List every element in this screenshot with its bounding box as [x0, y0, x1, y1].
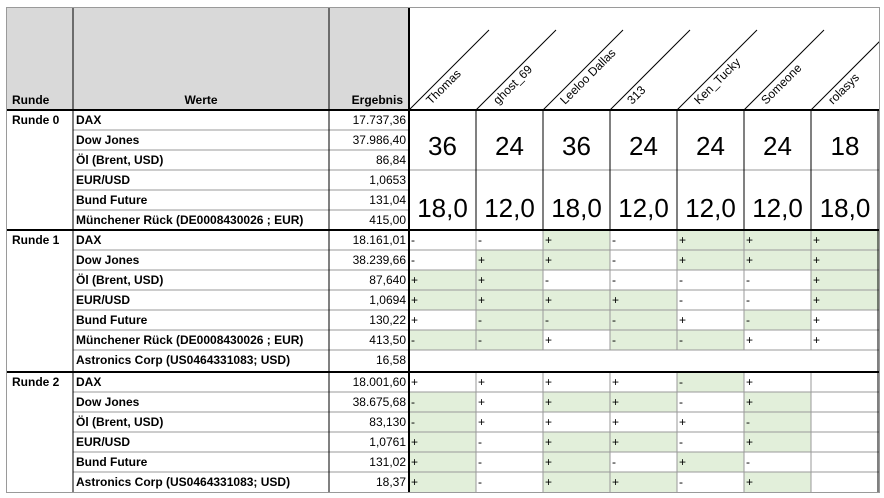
points-average: 12,0	[618, 193, 669, 223]
points-average: 18,0	[551, 193, 602, 223]
tip-cell: +	[746, 395, 754, 409]
correct-cell	[744, 230, 811, 250]
tip-cell: -	[746, 455, 750, 469]
tip-cell: -	[478, 455, 482, 469]
player-name-0: Thomas	[423, 66, 464, 108]
ergebnis-value: 87,640	[369, 273, 406, 287]
wert-label: DAX	[76, 233, 102, 247]
tip-cell: +	[545, 293, 553, 307]
tip-cell: -	[411, 253, 415, 267]
tip-cell: +	[411, 375, 419, 389]
tip-cell: -	[411, 395, 415, 409]
points-total: 24	[696, 131, 725, 161]
tip-cell: +	[612, 475, 620, 489]
correct-cell	[543, 250, 610, 270]
tip-cell: +	[545, 253, 553, 267]
tip-cell: +	[478, 273, 486, 287]
ergebnis-value: 38.675,68	[352, 395, 406, 409]
tip-cell: +	[478, 375, 486, 389]
tip-cell: +	[545, 475, 553, 489]
ergebnis-value: 415,00	[369, 213, 406, 227]
player-header-divider	[543, 30, 623, 110]
tip-cell: +	[813, 333, 821, 347]
tip-cell: +	[545, 415, 553, 429]
wert-label: Öl (Brent, USD)	[76, 273, 164, 287]
wert-label: EUR/USD	[76, 435, 131, 449]
wert-label: DAX	[76, 375, 102, 389]
tip-cell: -	[478, 475, 482, 489]
correct-cell	[677, 330, 744, 350]
points-total: 24	[629, 131, 658, 161]
correct-cell	[409, 270, 476, 290]
correct-cell	[409, 472, 476, 492]
tip-cell: -	[746, 293, 750, 307]
ergebnis-value: 1,0694	[369, 293, 406, 307]
tip-cell: -	[679, 435, 683, 449]
player-header-divider	[409, 30, 489, 110]
correct-cell	[811, 230, 879, 250]
tip-cell: +	[746, 333, 754, 347]
ergebnis-value: 131,02	[369, 455, 406, 469]
tip-cell: -	[612, 253, 616, 267]
correct-cell	[409, 392, 476, 412]
correct-cell	[610, 392, 677, 412]
tip-cell: +	[478, 253, 486, 267]
tip-cell: -	[679, 273, 683, 287]
wert-label: Bund Future	[76, 313, 148, 327]
player-header-divider	[610, 30, 690, 110]
tip-cell: -	[411, 333, 415, 347]
wert-label: Münchener Rück (DE0008430026 ; EUR)	[76, 213, 304, 227]
tip-cell: -	[411, 233, 415, 247]
ergebnis-value: 18,37	[375, 475, 406, 489]
tip-cell: -	[679, 395, 683, 409]
wert-label: Dow Jones	[76, 133, 140, 147]
ergebnis-value: 38.239,66	[352, 253, 406, 267]
tip-cell: +	[813, 233, 821, 247]
tip-cell: +	[545, 375, 553, 389]
tip-cell: +	[813, 253, 821, 267]
correct-cell	[476, 310, 543, 330]
tip-cell: +	[679, 313, 687, 327]
player-header-divider	[677, 30, 757, 110]
correct-cell	[744, 250, 811, 270]
tip-cell: +	[813, 313, 821, 327]
tip-cell: +	[411, 435, 419, 449]
tip-cell: -	[679, 333, 683, 347]
tip-cell: +	[612, 293, 620, 307]
wert-label: DAX	[76, 113, 102, 127]
wert-label: EUR/USD	[76, 173, 131, 187]
tip-cell: -	[679, 475, 683, 489]
tip-cell: +	[612, 375, 620, 389]
correct-cell	[543, 230, 610, 250]
player-name-2: Leeloo Dallas	[557, 45, 619, 108]
ergebnis-value: 37.986,40	[352, 133, 406, 147]
tip-cell: +	[545, 455, 553, 469]
ergebnis-value: 1,0653	[369, 173, 406, 187]
points-total: 36	[562, 131, 591, 161]
tip-cell: -	[478, 333, 482, 347]
wert-label: EUR/USD	[76, 293, 131, 307]
correct-cell	[744, 392, 811, 412]
tip-cell: +	[545, 435, 553, 449]
tip-cell: -	[545, 273, 549, 287]
tip-cell: -	[746, 313, 750, 327]
correct-cell	[744, 310, 811, 330]
tip-cell: +	[612, 395, 620, 409]
player-name-1: ghost_69	[490, 62, 536, 108]
tip-cell: -	[612, 455, 616, 469]
tip-cell: +	[411, 313, 419, 327]
player-header-divider	[744, 30, 824, 110]
correct-cell	[543, 472, 610, 492]
wert-label: Dow Jones	[76, 395, 140, 409]
tip-cell: +	[746, 435, 754, 449]
tip-cell: +	[813, 293, 821, 307]
ergebnis-value: 1,0761	[369, 435, 406, 449]
correct-cell	[476, 250, 543, 270]
points-average: 18,0	[417, 193, 468, 223]
ergebnis-value: 16,58	[375, 353, 406, 367]
tip-cell: +	[478, 415, 486, 429]
player-name-5: Someone	[758, 60, 805, 108]
correct-cell	[677, 250, 744, 270]
correct-cell	[409, 412, 476, 432]
header-runde: Runde	[12, 93, 50, 107]
correct-cell	[610, 472, 677, 492]
round-label: Runde 1	[12, 233, 60, 247]
ergebnis-value: 131,04	[369, 193, 406, 207]
points-average: 12,0	[484, 193, 535, 223]
tip-cell: -	[411, 415, 415, 429]
tip-cell: -	[746, 273, 750, 287]
tip-cell: +	[746, 475, 754, 489]
tip-cell: +	[411, 475, 419, 489]
wert-label: Dow Jones	[76, 253, 140, 267]
tip-cell: -	[679, 293, 683, 307]
tip-cell: +	[545, 333, 553, 347]
tip-cell: +	[679, 253, 687, 267]
ergebnis-value: 86,84	[375, 153, 406, 167]
tip-cell: -	[478, 435, 482, 449]
tip-cell: +	[545, 233, 553, 247]
correct-cell	[409, 290, 476, 310]
points-total: 24	[495, 131, 524, 161]
wert-label: Münchener Rück (DE0008430026 ; EUR)	[76, 333, 304, 347]
tip-cell: -	[545, 313, 549, 327]
tip-cell: +	[746, 253, 754, 267]
correct-cell	[543, 290, 610, 310]
correct-cell	[811, 290, 879, 310]
correct-cell	[409, 432, 476, 452]
tip-cell: +	[478, 293, 486, 307]
tip-cell: +	[411, 293, 419, 307]
wert-label: Bund Future	[76, 455, 148, 469]
correct-cell	[744, 412, 811, 432]
correct-cell	[543, 392, 610, 412]
tip-cell: -	[612, 333, 616, 347]
ergebnis-value: 18.001,60	[352, 375, 406, 389]
correct-cell	[610, 290, 677, 310]
header-ergebnis: Ergebnis	[351, 93, 403, 107]
tip-cell: +	[679, 233, 687, 247]
tip-cell: +	[813, 273, 821, 287]
tip-cell: +	[411, 273, 419, 287]
wert-label: Bund Future	[76, 193, 148, 207]
correct-cell	[543, 432, 610, 452]
tip-cell: -	[746, 415, 750, 429]
tip-cell: +	[679, 415, 687, 429]
points-average: 12,0	[685, 193, 736, 223]
correct-cell	[677, 230, 744, 250]
header-werte: Werte	[184, 93, 218, 107]
tip-cell: -	[478, 233, 482, 247]
correct-cell	[677, 372, 744, 392]
points-average: 12,0	[752, 193, 803, 223]
round-label: Runde 2	[12, 375, 60, 389]
ergebnis-value: 413,50	[369, 333, 406, 347]
tip-cell: +	[478, 395, 486, 409]
correct-cell	[811, 250, 879, 270]
correct-cell	[476, 270, 543, 290]
points-average: 18,0	[819, 193, 871, 223]
tip-cell: +	[746, 375, 754, 389]
ergebnis-value: 130,22	[369, 313, 406, 327]
tip-cell: -	[612, 313, 616, 327]
tip-cell: +	[679, 455, 687, 469]
spreadsheet[interactable]	[6, 7, 880, 493]
tip-cell: -	[478, 313, 482, 327]
score-table	[7, 8, 879, 492]
points-total: 24	[763, 131, 792, 161]
player-header-divider	[811, 30, 879, 110]
correct-cell	[677, 452, 744, 472]
tip-cell: -	[612, 233, 616, 247]
correct-cell	[744, 432, 811, 452]
wert-label: Öl (Brent, USD)	[76, 153, 164, 167]
points-total: 36	[428, 131, 457, 161]
tip-cell: +	[612, 435, 620, 449]
tip-cell: +	[545, 395, 553, 409]
player-name-3: 313	[624, 83, 649, 108]
correct-cell	[409, 330, 476, 350]
correct-cell	[610, 330, 677, 350]
correct-cell	[811, 270, 879, 290]
correct-cell	[610, 310, 677, 330]
ergebnis-value: 83,130	[369, 415, 406, 429]
wert-label: Öl (Brent, USD)	[76, 415, 164, 429]
round-label: Runde 0	[12, 113, 60, 127]
correct-cell	[610, 432, 677, 452]
points-total: 18	[830, 131, 860, 161]
player-name-4: Ken_Tucky	[691, 55, 744, 108]
tip-cell: -	[612, 273, 616, 287]
correct-cell	[476, 290, 543, 310]
tip-cell: -	[679, 375, 683, 389]
player-header-divider	[476, 30, 556, 110]
ergebnis-value: 17.737,36	[352, 113, 406, 127]
ergebnis-value: 18.161,01	[352, 233, 406, 247]
correct-cell	[409, 452, 476, 472]
tip-cell: +	[612, 415, 620, 429]
tip-cell: +	[411, 455, 419, 469]
wert-label: Astronics Corp (US0464331083; USD)	[76, 353, 291, 367]
player-name-6: rolasys	[825, 70, 863, 108]
correct-cell	[744, 472, 811, 492]
correct-cell	[543, 452, 610, 472]
correct-cell	[543, 310, 610, 330]
tip-cell: +	[746, 233, 754, 247]
correct-cell	[476, 330, 543, 350]
wert-label: Astronics Corp (US0464331083; USD)	[76, 475, 291, 489]
